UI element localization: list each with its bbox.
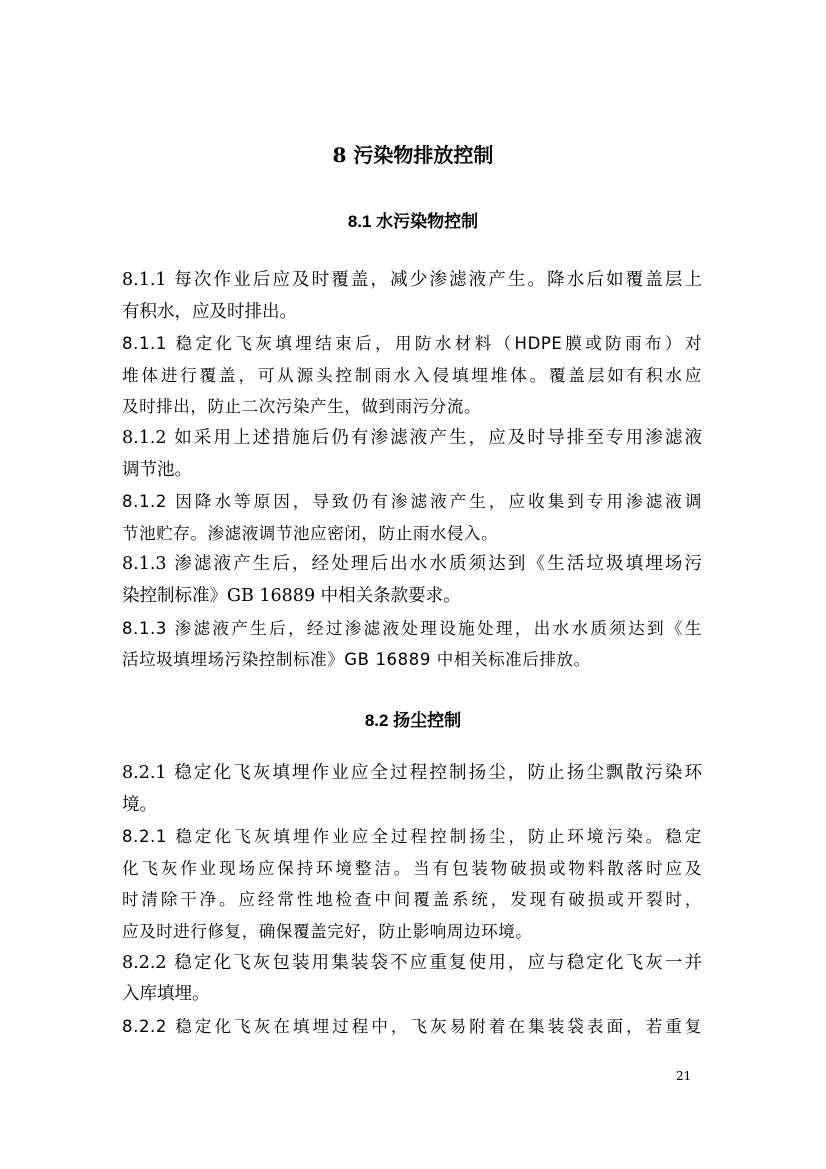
paragraph [122, 758, 702, 821]
text-line: 8.1.3 渗滤液产生后，经过渗滤液处理设施处理，出水水质须达到《生 [122, 618, 702, 638]
paragraph [122, 265, 702, 328]
paragraph [122, 821, 702, 947]
paragraph [122, 948, 702, 1011]
text-line: 及时排出，防止二次污染产生，做到雨污分流。 [122, 397, 482, 417]
text-line: 化飞灰作业现场应保持环境整洁。当有包装物破损或物料散落时应及 [122, 858, 702, 878]
text-line: 8.1.2 如采用上述措施后仍有渗滤液产生，应及时导排至专用渗滤液 [122, 427, 702, 448]
section-8-1-body [122, 265, 702, 676]
paragraph [122, 549, 702, 612]
text-line: 活垃圾填埋场污染控制标准》GB 16889 中相关标准后排放。 [122, 650, 591, 670]
text-line: 8.1.2 因降水等原因，导致仍有渗滤液产生，应收集到专用渗滤液调 [122, 492, 702, 512]
text-line: 调节池。 [122, 459, 192, 480]
section-heading-8-1: 8.1 水污染物控制 [347, 212, 479, 231]
text-line: 节池贮存。渗滤液调节池应密闭，防止雨水侵入。 [122, 523, 499, 543]
text-line: 入库填埋。 [122, 984, 210, 1005]
text-line: 8.1.3 渗滤液产生后，经处理后出水水质须达到《生活垃圾填埋场污 [122, 554, 702, 575]
text-line: 境。 [122, 794, 157, 815]
text-line: 8.2.1 稳定化飞灰填埋作业应全过程控制扬尘，防止环境污染。稳定 [122, 827, 702, 847]
text-line: 8.2.2 稳定化飞灰在填埋过程中，飞灰易附着在集装袋表面，若重复 [122, 1016, 702, 1036]
text-line: 8.1.1 稳定化飞灰填埋结束后，用防水材料（HDPE膜或防雨布）对 [122, 334, 702, 354]
paragraph [122, 423, 702, 486]
section-8-2-body [122, 758, 702, 1042]
paragraph [122, 328, 702, 423]
text-line: 时清除干净。应经常性地检查中间覆盖系统，发现有破损或开裂时， [122, 890, 702, 910]
text-line: 8.1.1 每次作业后应及时覆盖，减少渗滤液产生。降水后如覆盖层上 [122, 270, 702, 290]
text-line: 8.2.2 稳定化飞灰包装用集装袋不应重复使用，应与稳定化飞灰一并 [122, 952, 702, 973]
paragraph [122, 1011, 702, 1043]
text-line: 有积水，应及时排出。 [122, 301, 297, 322]
text-line: 8.2.1 稳定化飞灰填埋作业应全过程控制扬尘，防止扬尘飘散污染环 [122, 763, 702, 783]
paragraph [122, 486, 702, 549]
text-line: 染控制标准》GB 16889 中相关条款要求。 [122, 585, 461, 606]
text-line: 应及时进行修复，确保覆盖完好，防止影响周边环境。 [122, 921, 533, 941]
text-line: 堆体进行覆盖，可从源头控制雨水入侵填埋堆体。覆盖层如有积水应 [122, 365, 702, 385]
page-title: 8 污染物排放控制 [332, 143, 494, 167]
section-heading-8-2: 8.2 扬尘控制 [364, 711, 462, 730]
page-number: 21 [676, 1069, 692, 1083]
paragraph [122, 613, 702, 676]
